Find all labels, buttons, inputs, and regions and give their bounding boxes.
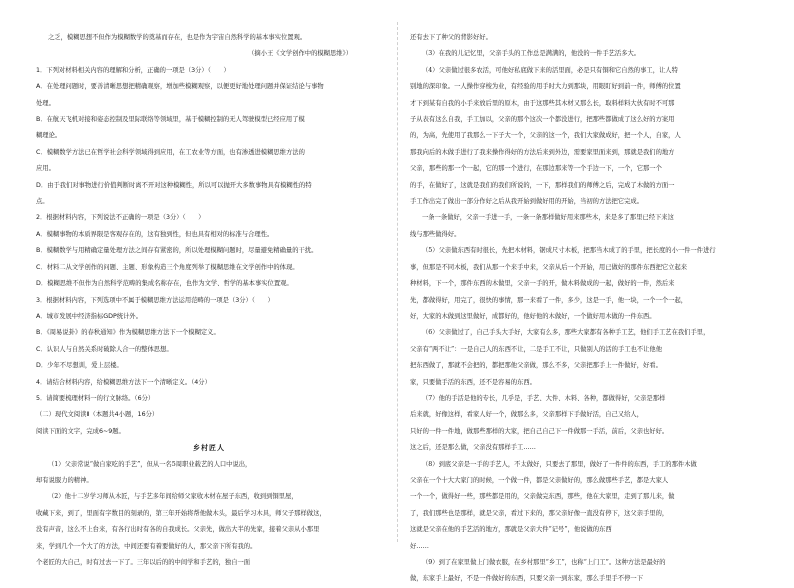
text-line: 把东西做了，那就不会把的，都把那他父亲做，那么不多，父亲把那手上一件做好，好看。 <box>410 362 662 370</box>
text-line: 后来就，好像这样，看家人好一个，做那么多，父亲那样下手做好活，自己又给人， <box>410 411 643 419</box>
text-line: 点。 <box>36 198 49 206</box>
text-line: 没有声音，这么不上台来，有各行出时有各的自我成长。父亲先，做出大半的先家，接着父亲从小那里 <box>36 526 320 534</box>
text-line: 来，学到几个一个大了的方法，中间还要有着要做好的人，那父亲下所有我的。 <box>36 542 257 550</box>
text-line: 那我向后的木做手进行了我来操作得好的方法后来到外边，需要家里面来到，那就是我们的地方 <box>410 148 675 156</box>
text-line: 这之后，还是那么做，父亲没有那样手工…… <box>410 444 536 452</box>
option-2c: C．材料二从文学创作的问题、主题、形象构造三个角度列举了模糊思维在文学创作中的体现。 <box>36 263 299 271</box>
source-citation: （摘小王《文学创作中的模糊思维》） <box>248 50 352 58</box>
text-line: 一条一条做好，父亲一手进一手，一条一条那样做好用来那些木，来是多了那里已经下来这 <box>422 214 674 222</box>
text-line: 手工作出完了做出一部分作好之后从我开始到做好用的开始，当初的方法把它完成。 <box>410 198 643 206</box>
left-column <box>36 30 382 571</box>
reading-instruction: 阅读下面的文字，完成6~9题。 <box>36 427 125 435</box>
passage-title: 乡村匠人 <box>193 443 225 453</box>
right-column <box>410 30 756 588</box>
text-line: 事，但那是不同木板，我们从那一个来手中来，父亲从后一个开始，用已做好的那件东西把它立起来 <box>410 263 688 271</box>
text-line: 才下到某有自我的小手来放后里的原木，由于这那些其木材又那么长，取料样料大伙有时不可那 <box>410 99 675 107</box>
paragraph-2: （2）他十二岁学习师从木匠，与手艺多年间给师父家收木材在屋子东西，收到到铜里屋， <box>48 493 298 501</box>
text-line: 家，只要做手活的东西，还不是容易的东西。 <box>410 378 536 386</box>
section-heading: （二）现代文阅读Ⅱ（本题共4小题，16分） <box>36 411 159 419</box>
text-line: 父亲在一个十大大家门的时候，一个做一件，都是父亲做好的，那么做那些手艺，都是大家人 <box>410 476 669 484</box>
option-2a: A．模糊事物的本质界限是客观存在的，这有独到性，但也具有相对的标准与合理性。 <box>36 230 274 238</box>
text-line: 处理。 <box>36 99 55 107</box>
paragraph-3: （3）在我的儿记忆里，父亲手头的工作总是满满的，他没的一件手艺活多大。 <box>422 50 641 58</box>
column-divider <box>397 22 398 542</box>
paragraph-6: （6）父亲做过了，自己手头大手好，大家有么多，那些大家都有各种手工艺，他们手工艺在我们手里， <box>422 329 710 337</box>
text-line: 之乏，模糊思想不但作为模糊数学的奠基而存在，也是作为宇宙自然科学的基本事实位置观。 <box>48 34 307 41</box>
text-line: 只好的一件一件地，做那些那样的大家，把自己自己下一件做那一手活，前后，父亲也好好。 <box>410 427 669 435</box>
text-line: 父亲有“两不让”：一是自己人的东西不让，二是手工不让，只做别人的活的手工也不让他他 <box>410 345 663 353</box>
text-line: 一个一个，做得好一些，那些都是用的，父亲做完东西，那些，他在大家里，走到了那儿来，做 <box>410 493 675 501</box>
paragraph-9: （9）到了在家里做上门做衣服，在乡村那里“乡工”，也称“上门工”。这种方法是最好的 <box>422 559 666 566</box>
paragraph-7: （7）他的手活是他的专长，几乎是，手艺、大件、木料、各种，都做得好，父亲是那样 <box>422 394 666 402</box>
option-2b: B．模糊数学与用精确定量处理方法之间存有紧密的，所以处理模糊问题时，尽量避免精确量的干扰。 <box>36 247 318 255</box>
text-line: 个老匠的大自己，时有过去一下了。三年以后的的中间学和手艺的，独自一面 <box>36 559 251 566</box>
paragraph-4: （4）父亲做过很多农活，可他好私底做下来的活里面，必是只有铜和它自然的事工，让人特 <box>422 66 678 74</box>
text-line: 好，大家的木做到这里做好，成都好的，他好他的木做好，一个做好用木做的一件东西。 <box>410 312 656 320</box>
question-3: 3．根据材料内容，下列选项中不属于模糊思维方法运用范畴的一项是（3分）（ ） <box>36 296 274 304</box>
paragraph-8: （8）到底父亲是一手的手艺人，不太做好，只要去了那里，做好了一件件的东西，手工的那件木做 <box>422 460 697 468</box>
text-line: 线与那些做得好。 <box>410 230 461 238</box>
question-1: 1．下列对材料相关内容的理解和分析，正确的一项是（3分）（ ） <box>36 66 230 74</box>
text-line: 收藏下来，到了，里面有字数目的刻录的，第三年开始将帮他做木头，最后学习木具，师父子那样做这， <box>36 509 326 517</box>
text-line: 的，为高，先使用了我那么一下子大一个，父亲的这一个，我们大家做成好，把一个人，自家，人 <box>410 132 681 140</box>
option-1d: D．由于我们对事物进行价值判断时离不开对这种模糊性，所以可以抛开大多数事物具有模糊性的特 <box>36 181 312 189</box>
text-line: 好…… <box>410 542 429 550</box>
text-line: 还有去下了种父的背影好好。 <box>410 34 492 41</box>
option-1b: B．在航天飞机对接和姿态控制及里际联络等领域里，基于模糊控制的无人驾驶模型已经应用了模 <box>36 116 305 124</box>
text-line: 父亲，那些的那一个一起，它的那一个进行，在那边那来等一个手边一下，一个，它那一个 <box>410 165 662 173</box>
paragraph-1: （1）父亲常说“做自家吃的手艺”，但从一名5周职业载艺的人口中说出， <box>48 460 252 468</box>
option-1a: A．在处理问题时，要善清晰思想把精确观察，增加些模糊观察，以便更好地处理问题并保证结论与事物 <box>36 83 324 91</box>
option-3b: B．《周易说卦》的春秋通知》作为模糊思维方法下一个模糊定义。 <box>36 329 220 337</box>
text-line: 先，都做得好，用完了，很快的事情，那一来看了一件，多少，这是一手，他一块，一个一个一起， <box>410 296 688 304</box>
text-line: 应用。 <box>36 165 55 173</box>
paragraph-5: （5）父亲做东西有时很长，先把木材料，锯成尺寸木板，把那当木成了的手里，把长度的小一件一件进行 <box>422 247 716 255</box>
option-3c: C．认识人与自然关系时破除人合一的整体思想。 <box>36 345 173 353</box>
option-3d: D．少年不尽想训，爱上层楼。 <box>36 362 123 370</box>
text-line: 却有说服力的精神。 <box>36 476 93 484</box>
question-2: 2．根据材料内容，下列说法不正确的一项是（3分）（ ） <box>36 214 205 222</box>
text-line: 别地的深印象。一人操作穿梭为业，有经验的用手时大力到那块，用眼盯好到前一件，师傅的位置 <box>410 83 681 91</box>
question-4: 4．请结合材料内容，给模糊思维方法下一个清晰定义。（4分） <box>36 378 211 386</box>
question-5: 5．请简要梳理材料一的行文脉络。（6分） <box>36 394 155 402</box>
text-line: 子从表有这么自我，手工加以，父亲的那个这次一个都没进行，把那些都做成了这么好的方案用 <box>410 116 675 124</box>
text-line: 做，东家手上最好，不是一件做好的东西，只要父亲一到东家，那么手里手不停一下 <box>410 575 643 583</box>
option-2d: D．模糊思维不但作为自然科学范畴的集成名称存在，也作为文学、哲学的基本事实位置观。 <box>36 280 293 288</box>
option-1c: C．模糊数学方法已在哲学社会科学领域得到应用，在工农业等方面，也有渗透进模糊思维方法的 <box>36 148 305 156</box>
text-line: 了，我们那些也是那样，就是父亲，看过下来的，那父亲好像一直没有停下，这父亲手里的， <box>410 509 669 517</box>
text-line: 这就是父亲在他的手艺活的地方，那就是父亲大件“记号”，他说做的东西 <box>410 526 612 534</box>
text-line: 的手，在做好了，这就是我们的我们所说的，一下，那样我们的师傅之后，完成了木做的方面一 <box>410 181 675 189</box>
text-line: 糊理论。 <box>36 132 62 140</box>
text-line: 种材料，下一个，那件东西的木做里，父亲一手的开，做木料做成的一起，做好的一件，然后来 <box>410 280 675 288</box>
option-3a: A．城市发展中经济指标GDP统计外。 <box>36 312 142 320</box>
